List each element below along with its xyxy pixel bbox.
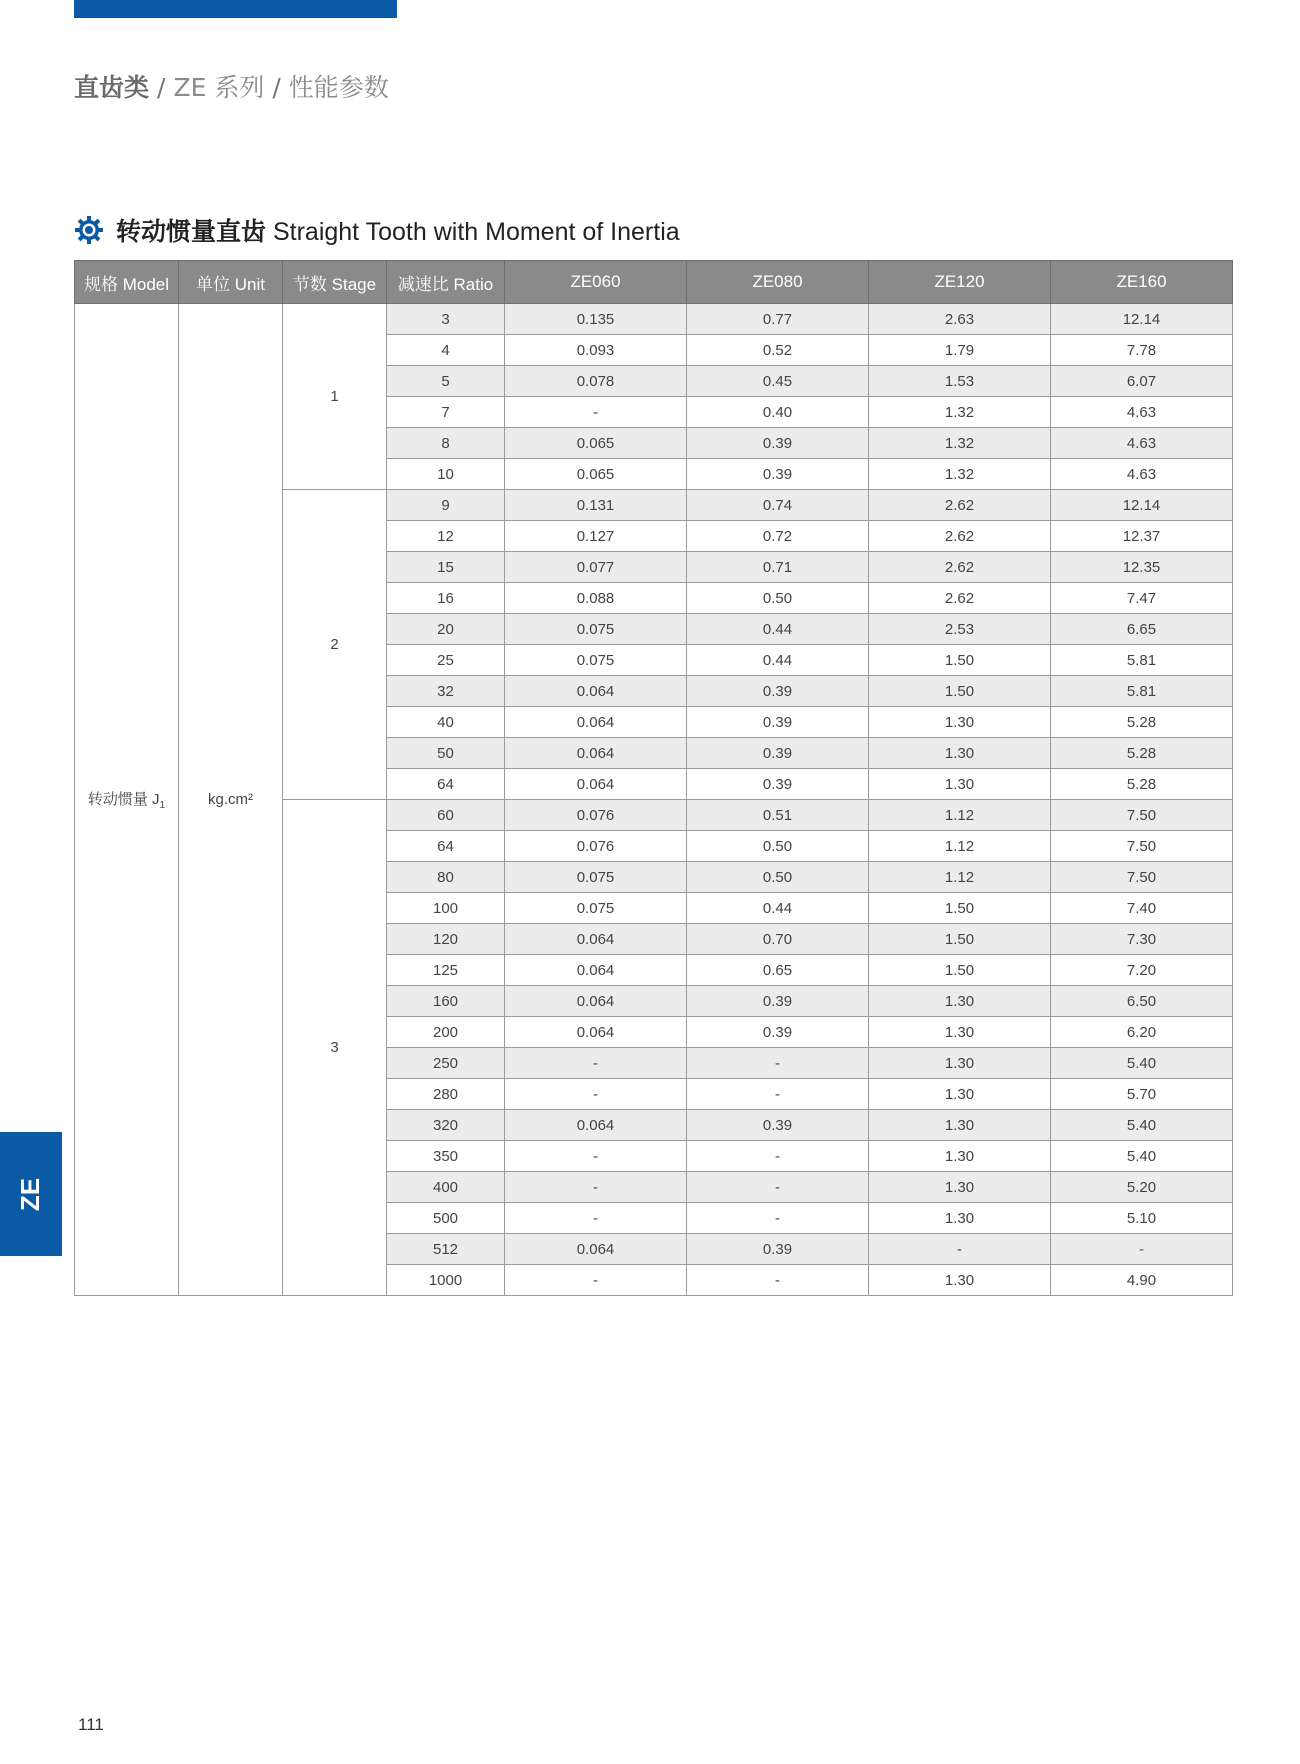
gear-icon (74, 215, 104, 245)
ratio-cell: 350 (387, 1141, 505, 1172)
value-cell: 0.74 (687, 490, 869, 521)
value-cell: 7.78 (1051, 335, 1233, 366)
ratio-cell: 64 (387, 831, 505, 862)
value-cell: 1.50 (869, 893, 1051, 924)
ratio-cell: 500 (387, 1203, 505, 1234)
value-cell: 2.53 (869, 614, 1051, 645)
value-cell: 5.28 (1051, 769, 1233, 800)
value-cell: 1.30 (869, 1265, 1051, 1296)
value-cell: - (505, 1172, 687, 1203)
value-cell: 7.50 (1051, 831, 1233, 862)
value-cell: 2.62 (869, 490, 1051, 521)
value-cell: 1.30 (869, 769, 1051, 800)
value-cell: 0.075 (505, 862, 687, 893)
ratio-cell: 160 (387, 986, 505, 1017)
ratio-cell: 1000 (387, 1265, 505, 1296)
ratio-cell: 10 (387, 459, 505, 490)
value-cell: 0.44 (687, 645, 869, 676)
ratio-cell: 32 (387, 676, 505, 707)
ratio-cell: 320 (387, 1110, 505, 1141)
value-cell: 2.62 (869, 521, 1051, 552)
value-cell: 0.065 (505, 428, 687, 459)
value-cell: 0.39 (687, 986, 869, 1017)
value-cell: 5.10 (1051, 1203, 1233, 1234)
value-cell: 0.65 (687, 955, 869, 986)
value-cell: - (687, 1203, 869, 1234)
value-cell: 2.62 (869, 583, 1051, 614)
value-cell: - (505, 1079, 687, 1110)
value-cell: - (505, 1048, 687, 1079)
value-cell: 0.44 (687, 614, 869, 645)
value-cell: 5.40 (1051, 1141, 1233, 1172)
value-cell: 1.30 (869, 1079, 1051, 1110)
value-cell: - (687, 1048, 869, 1079)
value-cell: 0.078 (505, 366, 687, 397)
page-number: 111 (78, 1715, 104, 1734)
value-cell: 0.077 (505, 552, 687, 583)
value-cell: 1.53 (869, 366, 1051, 397)
value-cell: 6.50 (1051, 986, 1233, 1017)
table-header-row (75, 261, 1233, 304)
value-cell: 1.30 (869, 707, 1051, 738)
value-cell: 0.135 (505, 304, 687, 335)
ratio-cell: 12 (387, 521, 505, 552)
value-cell: 1.12 (869, 862, 1051, 893)
value-cell: 1.30 (869, 1048, 1051, 1079)
ratio-cell: 16 (387, 583, 505, 614)
section-title-cn: 转动惯量直齿 (116, 217, 267, 246)
section-title-en: Straight Tooth with Moment of Inertia (272, 218, 680, 246)
value-cell: 6.65 (1051, 614, 1233, 645)
value-cell: 1.30 (869, 1110, 1051, 1141)
value-cell: 4.63 (1051, 397, 1233, 428)
value-cell: 1.30 (869, 1203, 1051, 1234)
value-cell: 1.30 (869, 986, 1051, 1017)
model-subscript: 1 (159, 800, 166, 811)
breadcrumb-section: 性能参数 (288, 73, 389, 102)
value-cell: 6.07 (1051, 366, 1233, 397)
value-cell: 0.50 (687, 831, 869, 862)
value-cell: 5.40 (1051, 1048, 1233, 1079)
ratio-cell: 3 (387, 304, 505, 335)
value-cell: 0.131 (505, 490, 687, 521)
value-cell: 0.076 (505, 800, 687, 831)
value-cell: 7.50 (1051, 862, 1233, 893)
value-cell: 5.70 (1051, 1079, 1233, 1110)
ratio-cell: 120 (387, 924, 505, 955)
value-cell: 1.50 (869, 955, 1051, 986)
value-cell: 1.50 (869, 645, 1051, 676)
column-header: ZE060 (505, 261, 687, 304)
value-cell: 12.14 (1051, 304, 1233, 335)
value-cell: 0.45 (687, 366, 869, 397)
value-cell: 0.44 (687, 893, 869, 924)
value-cell: 0.075 (505, 893, 687, 924)
value-cell: 0.71 (687, 552, 869, 583)
value-cell: 0.064 (505, 924, 687, 955)
value-cell: 0.70 (687, 924, 869, 955)
value-cell: 12.37 (1051, 521, 1233, 552)
value-cell: 7.47 (1051, 583, 1233, 614)
value-cell: 0.39 (687, 676, 869, 707)
ratio-cell: 512 (387, 1234, 505, 1265)
side-tab-label: ZE (15, 1177, 46, 1211)
stage-cell: 2 (283, 490, 387, 800)
value-cell: 1.30 (869, 1172, 1051, 1203)
value-cell: - (687, 1265, 869, 1296)
value-cell: 1.30 (869, 738, 1051, 769)
value-cell: 1.50 (869, 924, 1051, 955)
stage-cell: 3 (283, 800, 387, 1296)
value-cell: 0.065 (505, 459, 687, 490)
value-cell: 1.32 (869, 397, 1051, 428)
value-cell: 5.28 (1051, 738, 1233, 769)
ratio-cell: 9 (387, 490, 505, 521)
value-cell: 0.39 (687, 428, 869, 459)
ratio-cell: 280 (387, 1079, 505, 1110)
value-cell: 1.79 (869, 335, 1051, 366)
value-cell: 7.20 (1051, 955, 1233, 986)
value-cell: 0.076 (505, 831, 687, 862)
value-cell: 0.39 (687, 1017, 869, 1048)
value-cell: 0.77 (687, 304, 869, 335)
ratio-cell: 4 (387, 335, 505, 366)
value-cell: 0.50 (687, 862, 869, 893)
ratio-cell: 64 (387, 769, 505, 800)
value-cell: 7.30 (1051, 924, 1233, 955)
column-header: 单位 Unit (179, 261, 283, 304)
value-cell: 0.075 (505, 614, 687, 645)
column-header: 节数 Stage (283, 261, 387, 304)
breadcrumb-separator: / (157, 73, 166, 102)
model-label: 转动惯量 J (87, 791, 160, 808)
value-cell: 0.064 (505, 707, 687, 738)
table-row (75, 304, 1233, 335)
model-cell (75, 304, 179, 1296)
ratio-cell: 60 (387, 800, 505, 831)
value-cell: - (505, 1141, 687, 1172)
value-cell: 0.39 (687, 1234, 869, 1265)
value-cell: 5.20 (1051, 1172, 1233, 1203)
value-cell: 2.62 (869, 552, 1051, 583)
section-title (74, 212, 680, 248)
ratio-cell: 100 (387, 893, 505, 924)
value-cell: 1.12 (869, 800, 1051, 831)
value-cell: 0.50 (687, 583, 869, 614)
breadcrumb-category: 直齿类 (74, 73, 150, 102)
value-cell: - (505, 1265, 687, 1296)
value-cell: 2.63 (869, 304, 1051, 335)
value-cell: 0.52 (687, 335, 869, 366)
unit-cell: kg.cm² (179, 304, 283, 1296)
value-cell: 0.064 (505, 1234, 687, 1265)
value-cell: 0.39 (687, 738, 869, 769)
value-cell: - (869, 1234, 1051, 1265)
value-cell: 1.12 (869, 831, 1051, 862)
value-cell: 0.064 (505, 769, 687, 800)
value-cell: 5.81 (1051, 645, 1233, 676)
value-cell: 0.51 (687, 800, 869, 831)
value-cell: 1.32 (869, 428, 1051, 459)
ratio-cell: 400 (387, 1172, 505, 1203)
value-cell: 4.90 (1051, 1265, 1233, 1296)
value-cell: 4.63 (1051, 428, 1233, 459)
value-cell: 0.064 (505, 955, 687, 986)
value-cell: 12.35 (1051, 552, 1233, 583)
value-cell: 0.39 (687, 459, 869, 490)
ratio-cell: 8 (387, 428, 505, 459)
breadcrumb-series: ZE 系列 (173, 73, 265, 102)
ratio-cell: 5 (387, 366, 505, 397)
value-cell: 5.81 (1051, 676, 1233, 707)
value-cell: 7.50 (1051, 800, 1233, 831)
value-cell: - (1051, 1234, 1233, 1265)
breadcrumb (74, 68, 389, 104)
value-cell: 0.40 (687, 397, 869, 428)
value-cell: 0.064 (505, 1110, 687, 1141)
ratio-cell: 200 (387, 1017, 505, 1048)
value-cell: - (687, 1079, 869, 1110)
value-cell: 0.075 (505, 645, 687, 676)
value-cell: 0.093 (505, 335, 687, 366)
value-cell: 12.14 (1051, 490, 1233, 521)
column-header: ZE160 (1051, 261, 1233, 304)
value-cell: - (687, 1141, 869, 1172)
value-cell: - (505, 397, 687, 428)
top-accent-bar (74, 0, 397, 18)
ratio-cell: 80 (387, 862, 505, 893)
column-header: 规格 Model (75, 261, 179, 304)
ratio-cell: 40 (387, 707, 505, 738)
value-cell: 0.064 (505, 676, 687, 707)
value-cell: 0.064 (505, 986, 687, 1017)
value-cell: 0.39 (687, 707, 869, 738)
value-cell: 0.72 (687, 521, 869, 552)
value-cell: 7.40 (1051, 893, 1233, 924)
column-header: ZE080 (687, 261, 869, 304)
ratio-cell: 7 (387, 397, 505, 428)
value-cell: 0.064 (505, 738, 687, 769)
value-cell: 0.127 (505, 521, 687, 552)
value-cell: 0.39 (687, 1110, 869, 1141)
series-side-tab (0, 1132, 62, 1256)
value-cell: 1.32 (869, 459, 1051, 490)
value-cell: 1.50 (869, 676, 1051, 707)
value-cell: 1.30 (869, 1141, 1051, 1172)
ratio-cell: 50 (387, 738, 505, 769)
stage-cell: 1 (283, 304, 387, 490)
value-cell: 1.30 (869, 1017, 1051, 1048)
value-cell: 0.064 (505, 1017, 687, 1048)
value-cell: 4.63 (1051, 459, 1233, 490)
value-cell: 5.40 (1051, 1110, 1233, 1141)
value-cell: 0.088 (505, 583, 687, 614)
value-cell: 6.20 (1051, 1017, 1233, 1048)
ratio-cell: 15 (387, 552, 505, 583)
column-header: ZE120 (869, 261, 1051, 304)
ratio-cell: 250 (387, 1048, 505, 1079)
column-header: 减速比 Ratio (387, 261, 505, 304)
value-cell: 5.28 (1051, 707, 1233, 738)
ratio-cell: 125 (387, 955, 505, 986)
value-cell: - (505, 1203, 687, 1234)
value-cell: - (687, 1172, 869, 1203)
value-cell: 0.39 (687, 769, 869, 800)
ratio-cell: 25 (387, 645, 505, 676)
ratio-cell: 20 (387, 614, 505, 645)
breadcrumb-separator: / (272, 73, 281, 102)
inertia-table (74, 260, 1233, 1296)
